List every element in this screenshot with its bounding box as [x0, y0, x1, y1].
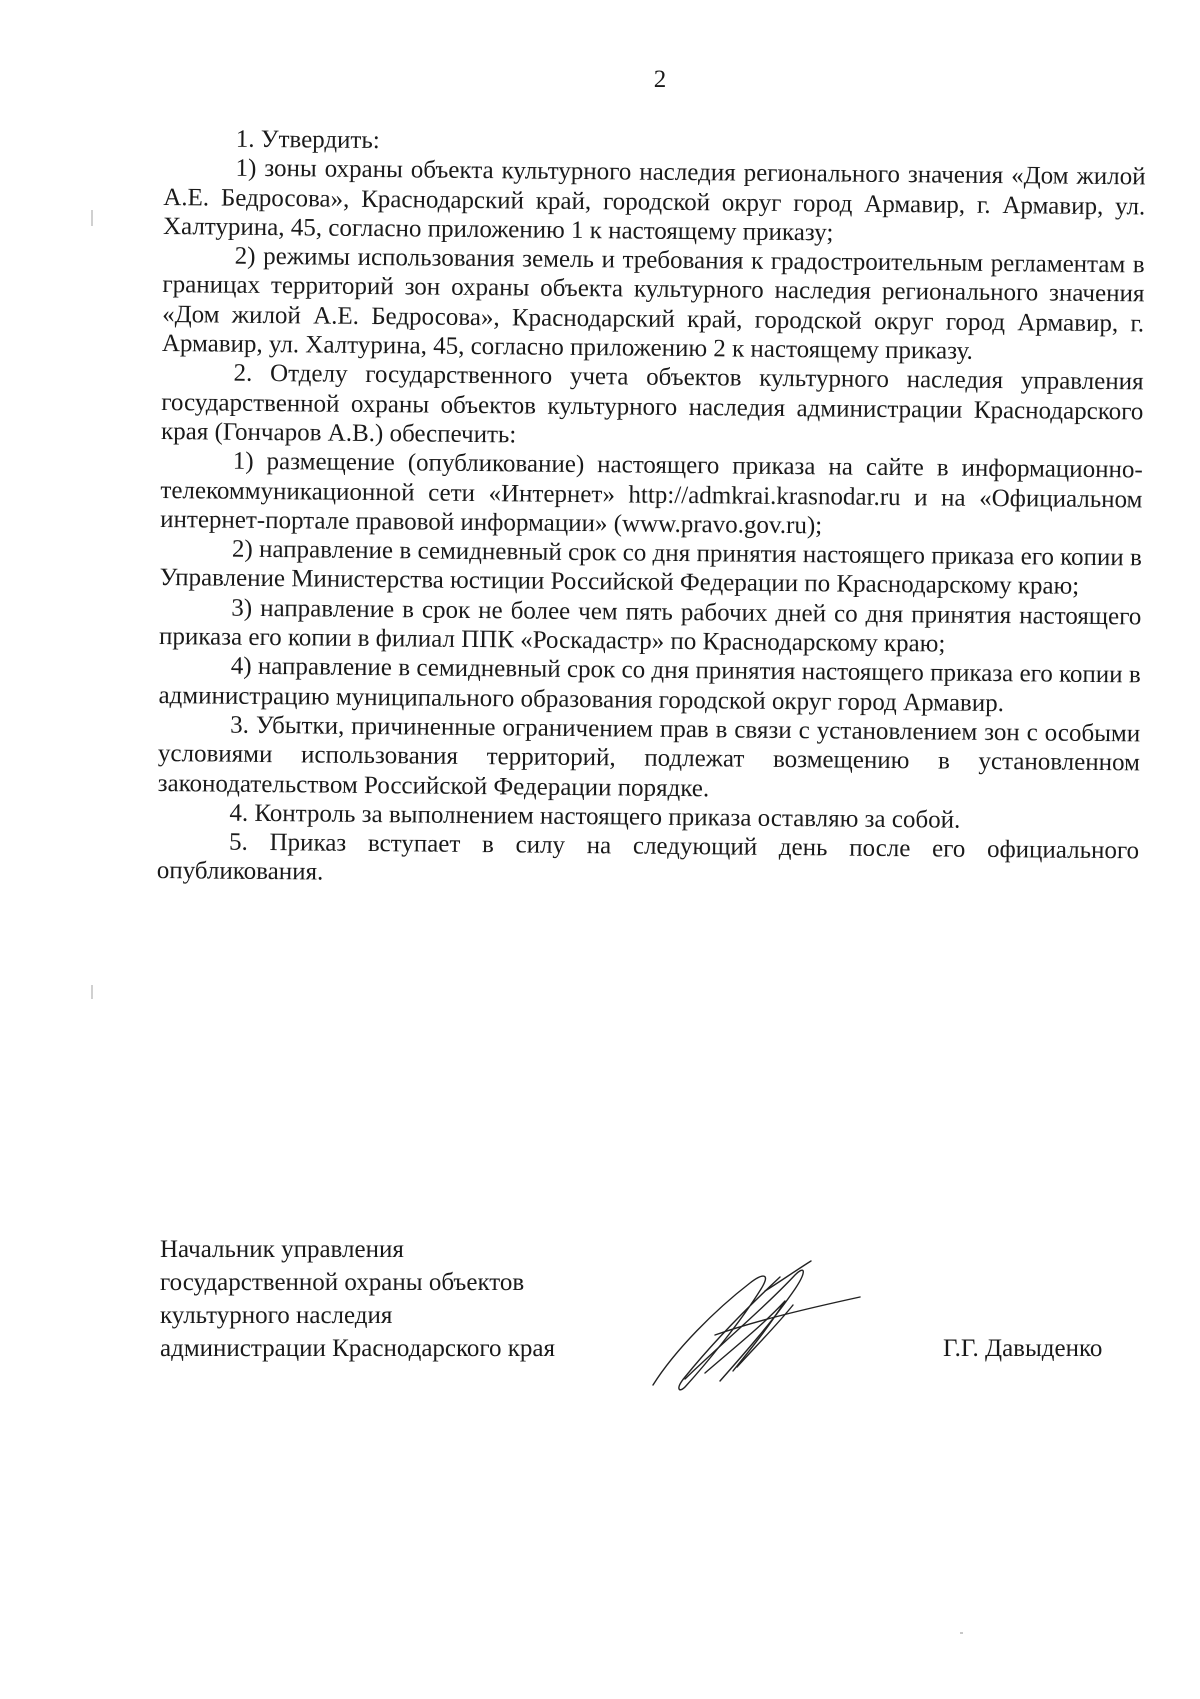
- signer-name: Г.Г. Давыденко: [943, 1335, 1103, 1362]
- signer-position: [160, 1233, 555, 1365]
- paragraph-2-2: 2) направление в семидневный срок со дня принятия настоящего приказа его копии в Управление Министерства юстиции Российской Федерации по Краснодарскому краю;: [159, 535, 1143, 601]
- handwritten-signature: [645, 1255, 875, 1395]
- scan-mark: [91, 985, 93, 999]
- scan-mark: [91, 210, 93, 226]
- paragraph-4: 4. Контроль за выполнением настоящего приказа оставляю за собой.: [229, 799, 961, 834]
- signer-position-line-2: государственной охраны объектов: [160, 1269, 525, 1296]
- signer-position-line-3: культурного наследия: [160, 1302, 393, 1329]
- paragraph-5: 5. Приказ вступает в силу на следующий день после его официального опубликования.: [156, 828, 1140, 886]
- paragraph-1-2: 2) режимы использования земель и требования к градостроительным регламентам в границах территорий зон охраны объекта культурного наследия регионального значения «Дом жилой А.Е. Бедросова», Краснодарский край, городской округ город Армавир, г. Армавир, ул. Халтурина, 45, согласно приложению 2 к настоящему приказу.: [161, 242, 1145, 365]
- paragraph-2-1: 1) размещение (опубликование) настоящего приказа на сайте в информационно-телекоммуникационной сети «Интернет» http://admkrai.krasnodar.ru и на «Официальном интернет-портале правовой информации» (www.pravo.gov.ru);: [160, 447, 1143, 540]
- paragraph-2-3: 3) направление в срок не более чем пять рабочих дней со дня принятия настоящего приказа его копии в филиал ППК «Роскадастр» по Краснодарскому краю;: [158, 594, 1142, 658]
- page-number: 2: [653, 66, 667, 93]
- paragraph-2-4: 4) направление в семидневный срок со дня принятия настоящего приказа его копии в администрацию муниципального образования городской округ город Армавир.: [158, 653, 1141, 717]
- document-body: [157, 124, 1146, 895]
- paragraph-1-1: 1) зоны охраны объекта культурного наследия регионального значения «Дом жилой А.Е. Бедросова», Краснодарский край, городской округ город Армавир, г. Армавир, ул. Халтурина, 45, согласно приложению 1 к настоящему приказу;: [162, 154, 1146, 247]
- paragraph-1: 1. Утвердить:: [235, 125, 380, 155]
- signer-position-line-4: администрации Краснодарского края: [160, 1335, 556, 1362]
- signer-position-line-1: Начальник управления: [160, 1236, 404, 1263]
- scan-speck: [960, 1632, 963, 1634]
- paragraph-3: 3. Убытки, причиненные ограничением прав в связи с установлением зон с особыми условиями использования территорий, подлежат возмещению в установленном законодательством Российской Федерации порядке.: [157, 711, 1141, 802]
- paragraph-2: 2. Отделу государственного учета объектов культурного наследия управления государственной охраны объектов культурного наследия администрации Краснодарского края (Гончаров А.В.) обеспечить:: [160, 360, 1144, 449]
